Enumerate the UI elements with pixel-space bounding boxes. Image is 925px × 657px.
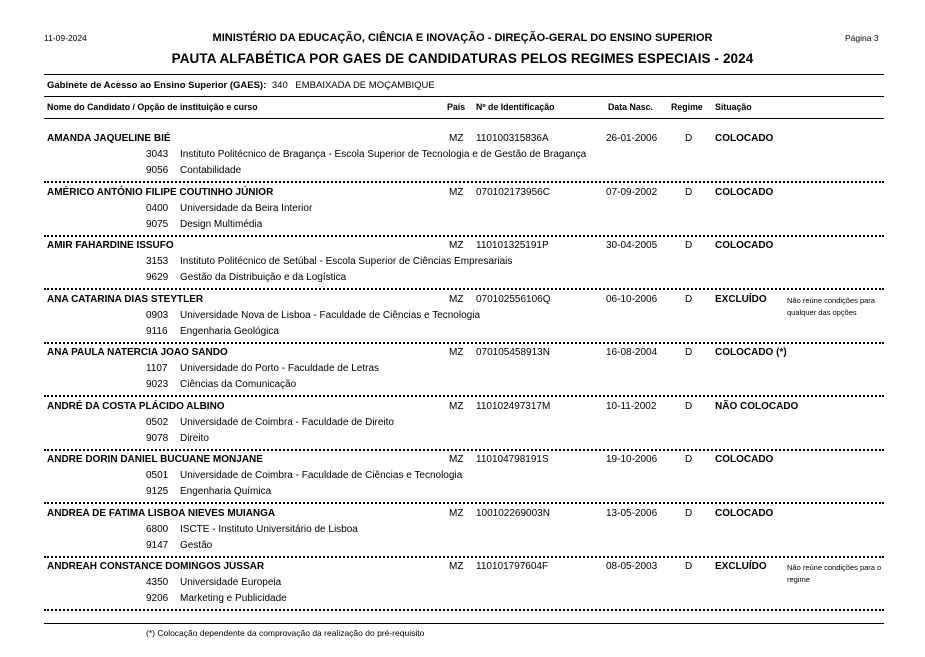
footnote: (*) Colocação dependente da comprovação da realização do pré-requisito xyxy=(146,628,425,638)
candidate-country: MZ xyxy=(449,401,464,412)
candidate-regime: D xyxy=(685,187,693,198)
row-separator xyxy=(44,181,884,183)
candidate-status: COLOCADO xyxy=(715,454,774,465)
institution-code: 4350 xyxy=(146,577,169,588)
row-separator xyxy=(44,235,884,237)
candidate-country: MZ xyxy=(449,133,464,144)
candidate-status: EXCLUÍDO xyxy=(715,294,767,305)
candidate-regime: D xyxy=(685,240,693,251)
gaes-rule xyxy=(44,96,884,97)
candidate-id: 110101325191P xyxy=(476,240,549,251)
institution-name: Instituto Politécnico de Bragança - Escola Superior de Tecnologia e de Gestão de Bragança xyxy=(180,149,587,160)
candidate-id: 110102497317M xyxy=(476,401,551,412)
institution-name: Universidade da Beira Interior xyxy=(180,203,313,214)
candidate-id: 070102556106Q xyxy=(476,294,551,305)
course-name: Marketing e Publicidade xyxy=(180,593,287,604)
candidate-name: ANDREAH CONSTANCE DOMINGOS JUSSAR xyxy=(47,561,265,572)
col-status: Situação xyxy=(715,102,752,112)
course-code: 9078 xyxy=(146,433,169,444)
course-name: Direito xyxy=(180,433,209,444)
candidate-name: ANDRE DORIN DANIEL BUCUANE MONJANE xyxy=(47,454,263,465)
candidate-country: MZ xyxy=(449,240,464,251)
candidate-id: 070105458913N xyxy=(476,347,550,358)
institution-code: 6800 xyxy=(146,524,169,535)
candidate-id: 100102269003N xyxy=(476,508,550,519)
candidate-country: MZ xyxy=(449,508,464,519)
candidate-regime: D xyxy=(685,454,693,465)
candidate-name: ANDRÉ DA COSTA PLÁCIDO ALBINO xyxy=(47,401,225,412)
header-rule xyxy=(44,74,884,75)
institution-name: Universidade Europeia xyxy=(180,577,282,588)
candidate-birth-date: 08-05-2003 xyxy=(606,561,658,572)
candidate-status-note: Não reúne condições para qualquer das opções xyxy=(787,296,875,317)
row-separator xyxy=(44,556,884,558)
report-title: PAUTA ALFABÉTICA POR GAES DE CANDIDATURAS PELOS REGIMES ESPECIAIS - 2024 xyxy=(171,51,754,66)
candidate-country: MZ xyxy=(449,347,464,358)
course-code: 9023 xyxy=(146,379,169,390)
course-code: 9147 xyxy=(146,540,169,551)
candidate-regime: D xyxy=(685,508,693,519)
columns-rule xyxy=(44,118,884,119)
candidate-id: 070102173956C xyxy=(476,187,550,198)
candidate-status: COLOCADO xyxy=(715,240,774,251)
course-code: 9125 xyxy=(146,486,169,497)
candidate-regime: D xyxy=(685,294,693,305)
course-name: Engenharia Química xyxy=(180,486,272,497)
candidate-birth-date: 16-08-2004 xyxy=(606,347,658,358)
row-separator xyxy=(44,288,884,290)
institution-code: 0400 xyxy=(146,203,169,214)
gaes-label: Gabinete de Acesso ao Ensino Superior (GAES): xyxy=(47,80,267,91)
candidate-country: MZ xyxy=(449,454,464,465)
row-separator xyxy=(44,449,884,451)
candidate-name: AMÉRICO ANTÓNIO FILIPE COUTINHO JÚNIOR xyxy=(47,187,274,198)
candidate-status: NÃO COLOCADO xyxy=(715,401,799,412)
course-name: Gestão xyxy=(180,540,213,551)
col-country: País xyxy=(447,102,466,112)
candidate-birth-date: 19-10-2006 xyxy=(606,454,658,465)
candidate-name: ANDREA DE FATIMA LISBOA NIEVES MUIANGA xyxy=(47,508,276,519)
course-code: 9075 xyxy=(146,219,169,230)
gaes-line xyxy=(47,80,435,91)
course-code: 9206 xyxy=(146,593,169,604)
candidate-status-note: Não reúne condições para o regime xyxy=(787,563,882,584)
candidate-id: 110100315836A xyxy=(476,133,549,144)
institution-name: ISCTE - Instituto Universitário de Lisboa xyxy=(180,524,358,535)
institution-code: 3043 xyxy=(146,149,169,160)
course-name: Design Multimédia xyxy=(180,219,263,230)
page-number: Página 3 xyxy=(845,33,879,43)
candidate-regime: D xyxy=(685,401,693,412)
institution-name: Universidade do Porto - Faculdade de Letras xyxy=(180,363,380,374)
candidate-country: MZ xyxy=(449,561,464,572)
institution-code: 1107 xyxy=(146,363,168,374)
footer-rule xyxy=(44,623,884,624)
candidate-status: COLOCADO xyxy=(715,508,774,519)
col-regime: Regime xyxy=(671,102,703,112)
course-code: 9056 xyxy=(146,165,169,176)
candidate-name: AMANDA JAQUELINE BIÉ xyxy=(47,133,171,144)
candidate-regime: D xyxy=(685,347,693,358)
course-name: Engenharia Geológica xyxy=(180,326,279,337)
candidate-country: MZ xyxy=(449,187,464,198)
candidate-status: EXCLUÍDO xyxy=(715,561,767,572)
candidate-birth-date: 10-11-2002 xyxy=(606,401,657,412)
candidate-name: ANA PAULA NATERCIA JOAO SANDO xyxy=(47,347,228,358)
institution-code: 0502 xyxy=(146,417,169,428)
candidate-status: COLOCADO (*) xyxy=(715,347,787,358)
col-birth: Data Nasc. xyxy=(608,102,653,112)
candidate-name: AMIR FAHARDINE ISSUFO xyxy=(47,240,174,251)
institution-name: Instituto Politécnico de Setúbal - Escola Superior de Ciências Empresariais xyxy=(180,256,513,267)
institution-code: 0501 xyxy=(146,470,169,481)
institution-code: 0903 xyxy=(146,310,169,321)
course-code: 9116 xyxy=(146,326,168,337)
course-code: 9629 xyxy=(146,272,169,283)
candidate-regime: D xyxy=(685,561,693,572)
candidate-birth-date: 30-04-2005 xyxy=(606,240,658,251)
institution-name: Universidade de Coimbra - Faculdade de Ciências e Tecnologia xyxy=(180,470,463,481)
institution-name: Universidade Nova de Lisboa - Faculdade de Ciências e Tecnologia xyxy=(180,310,480,321)
gaes-code: 340 xyxy=(271,80,288,91)
candidate-regime: D xyxy=(685,133,693,144)
row-separator xyxy=(44,502,884,504)
candidate-name: ANA CATARINA DIAS STEYTLER xyxy=(47,294,204,305)
course-name: Contabilidade xyxy=(180,165,242,176)
candidate-birth-date: 13-05-2006 xyxy=(606,508,658,519)
candidate-id: 110101797604F xyxy=(476,561,549,572)
col-name: Nome do Candidato / Opção de instituição e curso xyxy=(47,102,258,112)
row-separator xyxy=(44,609,884,611)
report-date: 11-09-2024 xyxy=(44,33,87,43)
candidate-country: MZ xyxy=(449,294,464,305)
gaes-name: EMBAIXADA DE MOÇAMBIQUE xyxy=(295,80,435,91)
candidate-birth-date: 07-09-2002 xyxy=(606,187,658,198)
candidate-id: 110104798191S xyxy=(476,454,549,465)
candidate-status: COLOCADO xyxy=(715,133,774,144)
course-name: Gestão da Distribuição e da Logística xyxy=(180,272,347,283)
course-name: Ciências da Comunicação xyxy=(180,379,297,390)
col-id: Nº de Identificação xyxy=(476,102,555,112)
row-separator xyxy=(44,342,884,344)
institution-name: Universidade de Coimbra - Faculdade de Direito xyxy=(180,417,394,428)
candidate-status: COLOCADO xyxy=(715,187,774,198)
candidate-birth-date: 06-10-2006 xyxy=(606,294,658,305)
candidate-birth-date: 26-01-2006 xyxy=(606,133,658,144)
ministry-heading: MINISTÉRIO DA EDUCAÇÃO, CIÊNCIA E INOVAÇÃO - DIREÇÃO-GERAL DO ENSINO SUPERIOR xyxy=(212,32,713,44)
row-separator xyxy=(44,395,884,397)
institution-code: 3153 xyxy=(146,256,169,267)
